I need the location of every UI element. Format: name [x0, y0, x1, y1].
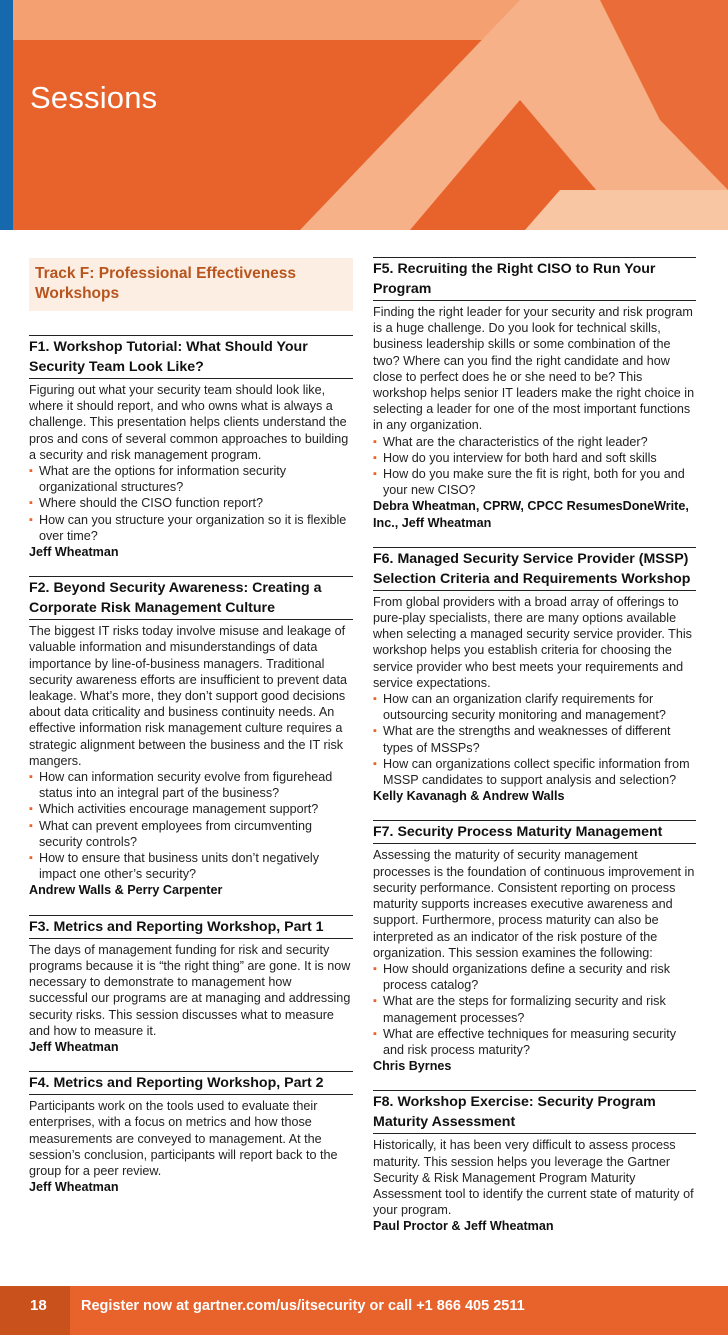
left-column	[29, 257, 353, 1195]
session-description: The days of management funding for risk and security programs because it is “the right thing” are gone. It is now necessary to demonstrate to management how successful our programs are at managing and addressing security risks. This session discusses what to measure and how to measure it.	[29, 942, 351, 1038]
session-f8	[373, 1090, 696, 1234]
bullet-item: ▪ What are the characteristics of the right leader?	[373, 434, 696, 450]
session-speakers: Debra Wheatman, CPRW, CPCC ResumesDoneWrite, Inc., Jeff Wheatman	[373, 499, 689, 530]
session-bullets	[373, 691, 696, 788]
bullet-item: ▪ How can information security evolve from figurehead status into an integral part of the business?	[29, 769, 353, 801]
bullet-item: ▪ What are effective techniques for measuring security and risk process maturity?	[373, 1026, 696, 1058]
session-f2	[29, 576, 353, 898]
track-title: Track F: Professional Effectiveness Workshops	[35, 265, 297, 302]
session-f1	[29, 335, 353, 560]
bullet-item: ▪ Where should the CISO function report?	[29, 495, 353, 511]
session-title: F6. Managed Security Service Provider (MSSP) Selection Criteria and Requirements Workshop	[373, 547, 696, 591]
bullet-item: ▪ How should organizations define a security and risk process catalog?	[373, 961, 696, 993]
page-title: Sessions	[30, 80, 158, 115]
bullet-item: ▪ How can organizations collect specific information from MSSP candidates to support analysis and selection?	[373, 756, 696, 788]
session-description: The biggest IT risks today involve misuse and leakage of valuable information and misunderstandings of data importance by line-of-business managers. Traditional security awareness efforts are insufficient to prevent data leakage. What’s more, they don’t support good decisions about data criticality and business continuity needs. An effective information risk management culture requires a strategic alignment between the business and the IT risk mangers.	[29, 624, 348, 768]
bullet-item: ▪ Which activities encourage management support?	[29, 801, 353, 817]
session-title: F4. Metrics and Reporting Workshop, Part 2	[29, 1071, 353, 1095]
session-f6	[373, 547, 696, 805]
session-title: F8. Workshop Exercise: Security Program Maturity Assessment	[373, 1090, 696, 1134]
session-speakers: Kelly Kavanagh & Andrew Walls	[373, 789, 565, 804]
bullet-item: ▪ What can prevent employees from circumventing security controls?	[29, 818, 353, 850]
bullet-item: ▪ How can an organization clarify requirements for outsourcing security monitoring and management?	[373, 691, 696, 723]
session-title: F1. Workshop Tutorial: What Should Your Security Team Look Like?	[29, 335, 353, 379]
session-speakers: Paul Proctor & Jeff Wheatman	[373, 1219, 554, 1234]
session-speakers: Jeff Wheatman	[29, 545, 119, 560]
session-speakers: Jeff Wheatman	[29, 1039, 119, 1054]
register-link[interactable]: Register now at gartner.com/us/itsecurity or call +1 866 405 2511	[81, 1298, 525, 1314]
session-description: Historically, it has been very difficult to assess process maturity. This session helps you leverage the Gartner Security & Risk Management Program Maturity Assessment tool to identify the current state of maturity of your program.	[373, 1138, 694, 1218]
session-title: F3. Metrics and Reporting Workshop, Part 1	[29, 915, 353, 939]
session-title: F7. Security Process Maturity Management	[373, 820, 696, 844]
session-description: Finding the right leader for your security and risk program is a huge challenge. Do you look for technical skills, business leadership skills or some combination of the two? Where can you find the right candidate and how close to perfect does he or she need to be? This workshop helps senior IT leaders make the right choice in selecting a leader for one of the most important functions in any organization.	[373, 305, 695, 433]
session-f3	[29, 915, 353, 1055]
session-bullets	[29, 769, 353, 882]
header-banner	[0, 0, 728, 230]
session-description: Assessing the maturity of security management processes is the foundation of continuous improvement in security performance. Consistent reporting on process maturity supports increases executive awareness and support. Furthermore, process maturity can also be interpreted as an indicator of the risk posture of the organization. This session examines the following:	[373, 848, 695, 960]
bullet-item: ▪ How do you interview for both hard and soft skills	[373, 450, 696, 466]
session-description: Figuring out what your security team should look like, where it should report, and who owns what is always a challenge. This presentation helps clients understand the pros and cons of several common approaches to building a security and risk management program.	[29, 383, 349, 462]
bullet-item: ▪ What are the strengths and weaknesses of different types of MSSPs?	[373, 723, 696, 755]
right-column	[373, 257, 696, 1235]
bullet-item: ▪ How to ensure that business units don’t negatively impact one other’s security?	[29, 850, 353, 882]
session-description: Participants work on the tools used to evaluate their enterprises, with a focus on metrics and how those measurements are conveyed to management. At the session’s conclusion, participants will report back to the group for a peer review.	[29, 1099, 338, 1178]
session-speakers: Andrew Walls & Perry Carpenter	[29, 883, 223, 898]
session-speakers: Jeff Wheatman	[29, 1180, 119, 1195]
bullet-item: ▪ How can you structure your organization so it is flexible over time?	[29, 512, 353, 544]
track-header	[29, 258, 353, 311]
page-number: 18	[0, 1286, 70, 1335]
session-bullets	[29, 463, 353, 544]
session-bullets	[373, 434, 696, 499]
session-title: F5. Recruiting the Right CISO to Run Your Program	[373, 257, 696, 301]
session-description: From global providers with a broad array of offerings to pure-play specialists, there are many options available when selecting a managed security service provider. This workshop helps you establish criteria for choosing the service provider who best meets your requirements and service expectations.	[373, 594, 692, 690]
bullet-item: ▪ How do you make sure the fit is right, both for you and your new CISO?	[373, 466, 696, 498]
bullet-item: ▪ What are the steps for formalizing security and risk management processes?	[373, 993, 696, 1025]
session-bullets	[373, 961, 696, 1058]
session-speakers: Chris Byrnes	[373, 1059, 452, 1074]
session-title: F2. Beyond Security Awareness: Creating a Corporate Risk Management Culture	[29, 576, 353, 620]
footer-bar	[0, 1286, 728, 1335]
session-f5	[373, 257, 696, 531]
bullet-item: ▪ What are the options for information security organizational structures?	[29, 463, 353, 495]
session-f7	[373, 820, 696, 1074]
session-f4	[29, 1071, 353, 1195]
